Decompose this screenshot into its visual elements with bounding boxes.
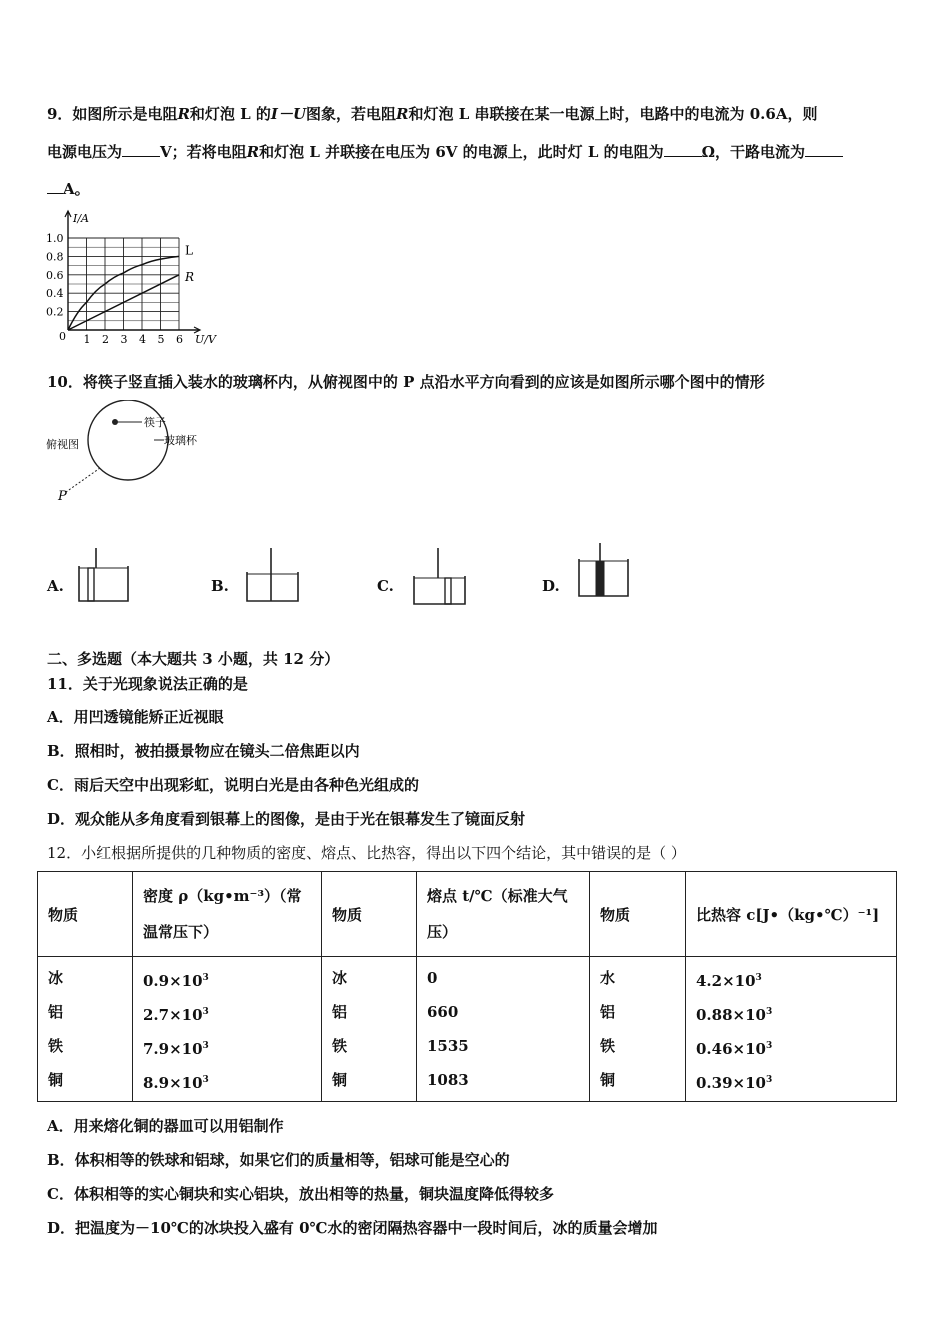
y-axis-label: I/A (73, 212, 89, 225)
q12-option-b[interactable]: B．体积相等的铁球和铝球，如果它们的质量相等，铝球可能是空心的 (47, 1151, 510, 1169)
answer-blank-voltage[interactable] (122, 144, 160, 157)
x-axis-label: U/V (195, 333, 216, 346)
y-tick-label: 0.2 (46, 305, 64, 319)
iu-chart (40, 208, 240, 348)
q10-option-d-label[interactable]: D. (542, 577, 560, 595)
q11-stem: 11．关于光现象说法正确的是 (47, 675, 248, 693)
chopstick-label: 筷子 (144, 416, 166, 429)
header-melting-point: 熔点 t/℃（标准大气压） (417, 872, 590, 957)
q10-option-a-label[interactable]: A. (47, 577, 64, 595)
q10-option-c-figure[interactable] (411, 546, 471, 608)
q9-line1: 9．如图所示是电阻R和灯泡 L 的I－U图象，若电阻R和灯泡 L 串联接在某一电源上时，电路中的电流为 0.6A，则 (47, 105, 818, 123)
q10-option-a-figure[interactable] (76, 546, 136, 604)
header-substance-2: 物质 (322, 872, 417, 957)
chart-axes (65, 211, 200, 333)
q10-option-c-label[interactable]: C. (377, 577, 394, 595)
q12-option-a[interactable]: A．用来熔化铜的器皿可以用铝制作 (47, 1117, 284, 1135)
x-tick-label: 6 (176, 333, 183, 346)
y-tick-label: 0.6 (46, 268, 64, 282)
q12-stem: 12．小红根据所提供的几种物质的密度、熔点、比热容，得出以下四个结论，其中错误的是（ ） (47, 844, 686, 862)
y-tick-label: 1.0 (46, 232, 64, 245)
answer-blank-current-cont (47, 181, 63, 194)
header-substance-1: 物质 (38, 872, 133, 957)
origin-label: 0 (59, 330, 66, 343)
q12-option-c[interactable]: C．体积相等的实心铜块和实心铝块，放出相等的热量，铜块温度降低得较多 (47, 1185, 554, 1203)
q10-option-b-label[interactable]: B. (211, 577, 229, 595)
chart-grid (68, 238, 179, 330)
q10-option-b-figure[interactable] (244, 546, 304, 604)
q10-stem: 10．将筷子竖直插入装水的玻璃杯内，从俯视图中的 P 点沿水平方向看到的应该是如图所示哪个图中的情形 (47, 373, 765, 391)
sight-line (66, 468, 100, 492)
x-tick-label: 4 (139, 333, 146, 346)
x-tick-label: 1 (83, 333, 91, 346)
y-tick-label: 0.4 (46, 287, 64, 301)
q9-line3: A。 (47, 178, 90, 199)
col-substance-3: 水 铝 铁 铜 (590, 957, 686, 1102)
answer-blank-current[interactable] (805, 144, 843, 157)
point-p-label: P (58, 489, 67, 504)
q12-option-d[interactable]: D．把温度为－10℃的冰块投入盛有 0℃水的密闭隔热容器中一段时间后，冰的质量会增加 (47, 1219, 658, 1237)
col-substance-2: 冰 铝 铁 铜 (322, 957, 417, 1102)
q11-option-c[interactable]: C．雨后天空中出现彩虹，说明白光是由各种色光组成的 (47, 776, 419, 794)
section-title: 二、多选题（本大题共 3 小题，共 12 分） (47, 650, 340, 668)
q11-option-b[interactable]: B．照相时，被拍摄景物应在镜头二倍焦距以内 (47, 742, 360, 760)
top-view-label: 俯视图 (46, 438, 79, 451)
col-specific-heat: $4.2\times 10^3$ $0.88\times 10^3$ $0.46\times 10^3$ $0.39\times 10^3$ (686, 957, 897, 1102)
col-melting-point: 0 660 1535 1083 (417, 957, 590, 1102)
properties-table (37, 871, 897, 1102)
x-tick-label: 3 (120, 333, 128, 346)
y-tick-label: 0.8 (46, 250, 64, 264)
col-density: $0.9\times 10^3$ $2.7\times 10^3$ $7.9\times 10^3$ $8.9\times 10^3$ (133, 957, 322, 1102)
glass-label: 玻璃杯 (164, 434, 197, 447)
series-label-R: R (185, 269, 195, 284)
x-tick-label: 2 (102, 333, 109, 346)
answer-blank-resistance[interactable] (664, 144, 702, 157)
x-tick-label: 5 (157, 333, 165, 346)
table-header-row (38, 872, 897, 957)
header-specific-heat: 比热容 c[J•（kg•℃）⁻¹] (686, 872, 897, 957)
series-label-L: L (185, 243, 193, 258)
header-substance-3: 物质 (590, 872, 686, 957)
q10-option-d-figure[interactable] (576, 541, 636, 599)
table-row (38, 957, 897, 1102)
header-density: 密度 ρ（kg•m⁻³）（常温常压下） (133, 872, 322, 957)
col-substance-1: 冰 铝 铁 铜 (38, 957, 133, 1102)
q9-line2: 电源电压为 V；若将电阻R和灯泡 L 并联接在电压为 6V 的电源上，此时灯 L 的电阻为 Ω，干路电流为 (47, 141, 843, 162)
q11-option-d[interactable]: D．观众能从多角度看到银幕上的图像，是由于光在银幕发生了镜面反射 (47, 810, 526, 828)
q11-option-a[interactable]: A．用凹透镜能矫正近视眼 (47, 708, 224, 726)
top-view-figure (40, 400, 220, 510)
